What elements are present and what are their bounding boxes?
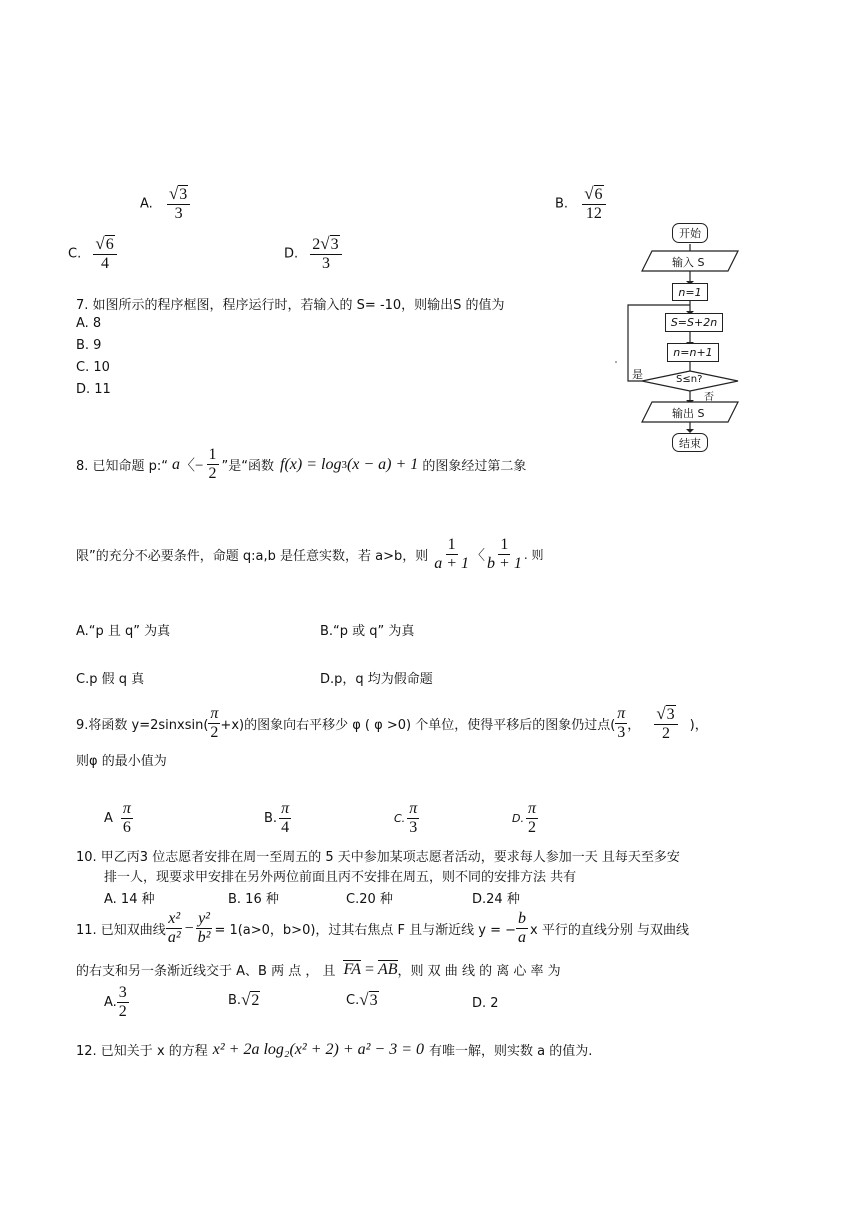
q9-option-c-num: π xyxy=(407,800,419,819)
q8-line2-end: . 则 xyxy=(523,548,544,563)
q9-option-b-num: π xyxy=(279,800,291,819)
q6-option-c xyxy=(68,234,117,274)
q11-option-a-num: 3 xyxy=(117,984,129,1003)
q10-option-a: A. 14 种 xyxy=(104,892,155,907)
q7-option-b: B. 9 xyxy=(76,338,102,353)
q8-frac2 xyxy=(485,536,524,574)
q9-phase-fraction xyxy=(208,705,220,743)
q11-option-b: B. √2 xyxy=(228,990,260,1009)
q9-stem-b: +x)的图象向右平移少 φ ( φ >0) 个单位，使得平移后的图象仍过点( xyxy=(220,718,616,734)
q11-line1 xyxy=(76,910,689,948)
q6-option-d-fraction: $\frac{2√3}{3}$ xyxy=(310,234,341,274)
q8-option-a: A.“p 且 q” 为真 xyxy=(76,624,171,639)
q11-option-b-label: B. xyxy=(228,992,242,1008)
flowchart xyxy=(612,218,746,454)
q8-func-base: 3 xyxy=(341,458,347,471)
q8-func: f(x) = log xyxy=(280,455,342,473)
q6-option-c-fraction: $\frac{√6}{4}$ xyxy=(93,234,116,274)
q8-frac1-den: a + 1 xyxy=(434,555,470,573)
q6-option-a xyxy=(140,184,190,224)
q12-suffix: 有唯一解，则实数 a 的值为. xyxy=(429,1044,593,1059)
q6-b-radicand: 6 xyxy=(594,186,603,203)
q6-d-denominator: 3 xyxy=(321,255,330,273)
q6-c-denominator: 4 xyxy=(101,255,110,273)
q8-func-tail: (x − a) + 1 xyxy=(346,455,419,473)
q9-stem-a: 9.将函数 y=2sinxsin( xyxy=(76,718,209,734)
q10-line1: 10. 甲乙丙3 位志愿者安排在周一至周五的 5 天中参加某项志愿者活动，要求每人参加一天 且每天至多安 xyxy=(76,850,680,865)
q12-prefix: 12. 已知关于 x 的方程 xyxy=(76,1044,208,1059)
q11-y2: y² xyxy=(196,910,212,929)
q8-stem-end: 的图象经过第二象 xyxy=(422,459,527,475)
q11-asym-den: a xyxy=(518,929,527,947)
q8-line1 xyxy=(76,446,526,484)
q6-d-coefficient: 2 xyxy=(312,236,321,253)
q9-line2: 则φ 的最小值为 xyxy=(76,754,167,769)
q11-prefix: 11. 已知双曲线 xyxy=(76,923,166,939)
q8-option-b: B.“p 或 q” 为真 xyxy=(320,624,415,639)
flowchart-start: 开始 xyxy=(672,223,708,243)
q11-x2: x² xyxy=(166,910,182,929)
q8-lt: 〈 xyxy=(471,548,486,564)
q9-point-x xyxy=(615,705,627,743)
q6-option-c-label: C. xyxy=(68,246,82,262)
q9-option-b-label: B. xyxy=(264,811,278,827)
q8-frac1-num: 1 xyxy=(446,536,458,555)
q6-a-denominator: 3 xyxy=(174,205,183,223)
q6-option-a-label: A. xyxy=(140,196,153,212)
q9-option-a-num: π xyxy=(121,800,133,819)
q8-line2-prefix: 限”的充分不必要条件，命题 q:a,b 是任意实数，若 a>b，则 xyxy=(76,549,429,565)
q11-vector-ab: AB xyxy=(378,961,398,978)
q9-option-d-label: D. xyxy=(512,812,524,826)
q8-stem-prefix: 8. 已知命题 p:“ xyxy=(76,459,169,475)
q8-cond-var: a xyxy=(172,455,181,473)
q8-frac2-den: b + 1 xyxy=(487,555,522,573)
q8-frac1 xyxy=(432,536,471,574)
q9-option-a xyxy=(104,800,133,838)
q6-b-denominator: 12 xyxy=(585,205,602,223)
flowchart-yes-label: 是 xyxy=(632,368,643,381)
q11-b2: b² xyxy=(197,929,211,947)
q9-point-x-num: π xyxy=(615,705,627,724)
q9-point-y: $\frac{√3}{2}$ xyxy=(654,704,677,744)
q9-option-d-den: 2 xyxy=(527,819,536,837)
q11-minus: − xyxy=(184,919,194,937)
q11-line2 xyxy=(76,960,561,979)
q11-option-d: D. 2 xyxy=(472,996,499,1011)
q6-a-radicand: 3 xyxy=(179,186,188,203)
q9-phase-den: 2 xyxy=(210,724,219,742)
q9-point-y-den: 2 xyxy=(661,725,670,743)
q11-option-b-radicand: 2 xyxy=(251,992,260,1009)
q9-option-c-label: C. xyxy=(394,812,406,826)
q9-point-y-radicand: 3 xyxy=(666,706,675,723)
q9-option-c xyxy=(394,800,419,838)
q11-option-a xyxy=(104,984,129,1022)
q9-option-a-den: 6 xyxy=(122,819,131,837)
q6-option-d-label: D. xyxy=(284,246,299,262)
q6-option-a-fraction: $\frac{√3}{3}$ xyxy=(167,184,190,224)
q9-option-d-num: π xyxy=(526,800,538,819)
q10-option-c: C.20 种 xyxy=(346,892,393,907)
q12-equation: x² + 2a log₂(x² + 2) + a² − 3 = 0 xyxy=(212,1040,425,1058)
q11-vector-eq: = xyxy=(360,960,378,978)
q11-asym-num: b xyxy=(516,910,528,929)
q6-option-b-fraction: $\frac{√6}{12}$ xyxy=(582,184,605,224)
q9-point-x-den: 3 xyxy=(617,724,626,742)
flowchart-end: 结束 xyxy=(672,433,708,452)
q7-option-c: C. 10 xyxy=(76,360,110,375)
q7-option-a: A. 8 xyxy=(76,316,102,331)
q8-stem-mid: ”是“函数 xyxy=(221,459,274,475)
q8-cond-num: 1 xyxy=(207,446,219,465)
flowchart-update-s: S=S+2n xyxy=(665,313,723,332)
q11-option-a-den: 2 xyxy=(118,1003,127,1021)
q11-tail: x 平行的直线分别 与双曲线 xyxy=(530,923,690,939)
q6-option-b-label: B. xyxy=(555,196,569,212)
flowchart-input: 输入 S xyxy=(672,256,705,269)
flowchart-output: 输出 S xyxy=(672,407,705,420)
q11-option-c-radicand: 3 xyxy=(369,992,378,1009)
q10-line2: 排一人，现要求甲安排在另外两位前面且丙不安排在周五，则不同的安排方法 共有 xyxy=(104,870,577,885)
q9-stem-c: )， xyxy=(689,718,708,734)
q8-cond-den: 2 xyxy=(208,465,217,483)
q9-option-c-den: 3 xyxy=(409,819,418,837)
q11-eq: = 1(a>0，b>0)，过其右焦点 F 且与渐近线 y = − xyxy=(214,923,517,939)
flowchart-init: n=1 xyxy=(672,283,708,301)
q12-line xyxy=(76,1040,592,1059)
q11-line2a: 的右支和另一条渐近线交于 A、B 两 点 ， 且 xyxy=(76,964,336,979)
q11-option-c-label: C. xyxy=(346,992,360,1008)
q9-option-b xyxy=(264,800,291,838)
q8-cond-lt: 〈− xyxy=(180,458,204,475)
q6-option-b xyxy=(555,184,606,224)
q8-option-c: C.p 假 q 真 xyxy=(76,672,145,687)
q11-option-a-label: A. xyxy=(104,995,117,1011)
q8-line2 xyxy=(76,536,543,574)
q9-phase-num: π xyxy=(208,705,220,724)
q11-vector-fa: FA xyxy=(343,961,361,978)
q8-frac2-num: 1 xyxy=(498,536,510,555)
q6-c-radicand: 6 xyxy=(105,236,114,253)
q7-option-d: D. 11 xyxy=(76,382,111,397)
q11-a2: a² xyxy=(167,929,181,947)
q10-option-b: B. 16 种 xyxy=(228,892,279,907)
flowchart-no-label: 否 xyxy=(704,392,714,403)
q11-option-c: C. √3 xyxy=(346,990,378,1009)
q6-option-d xyxy=(284,234,342,274)
q10-option-d: D.24 种 xyxy=(472,892,520,907)
q8-cond-fraction xyxy=(207,446,219,484)
q9-option-b-den: 4 xyxy=(281,819,290,837)
q11-line2b: ，则 双 曲 线 的 离 心 率 为 xyxy=(397,964,561,979)
q8-option-d: D.p，q 均为假命题 xyxy=(320,672,433,687)
q7-stem: 7. 如图所示的程序框图，程序运行时，若输入的 S= -10，则输出S 的值为 xyxy=(76,298,505,313)
flowchart-update-n: n=n+1 xyxy=(667,343,719,362)
q9-option-a-label: A xyxy=(104,811,113,827)
q9-line1 xyxy=(76,704,708,744)
flowchart-condition: S≤n? xyxy=(676,374,703,385)
q9-comma: ， xyxy=(627,718,641,734)
q6-d-radicand: 3 xyxy=(330,236,339,253)
q9-option-d xyxy=(512,800,538,838)
